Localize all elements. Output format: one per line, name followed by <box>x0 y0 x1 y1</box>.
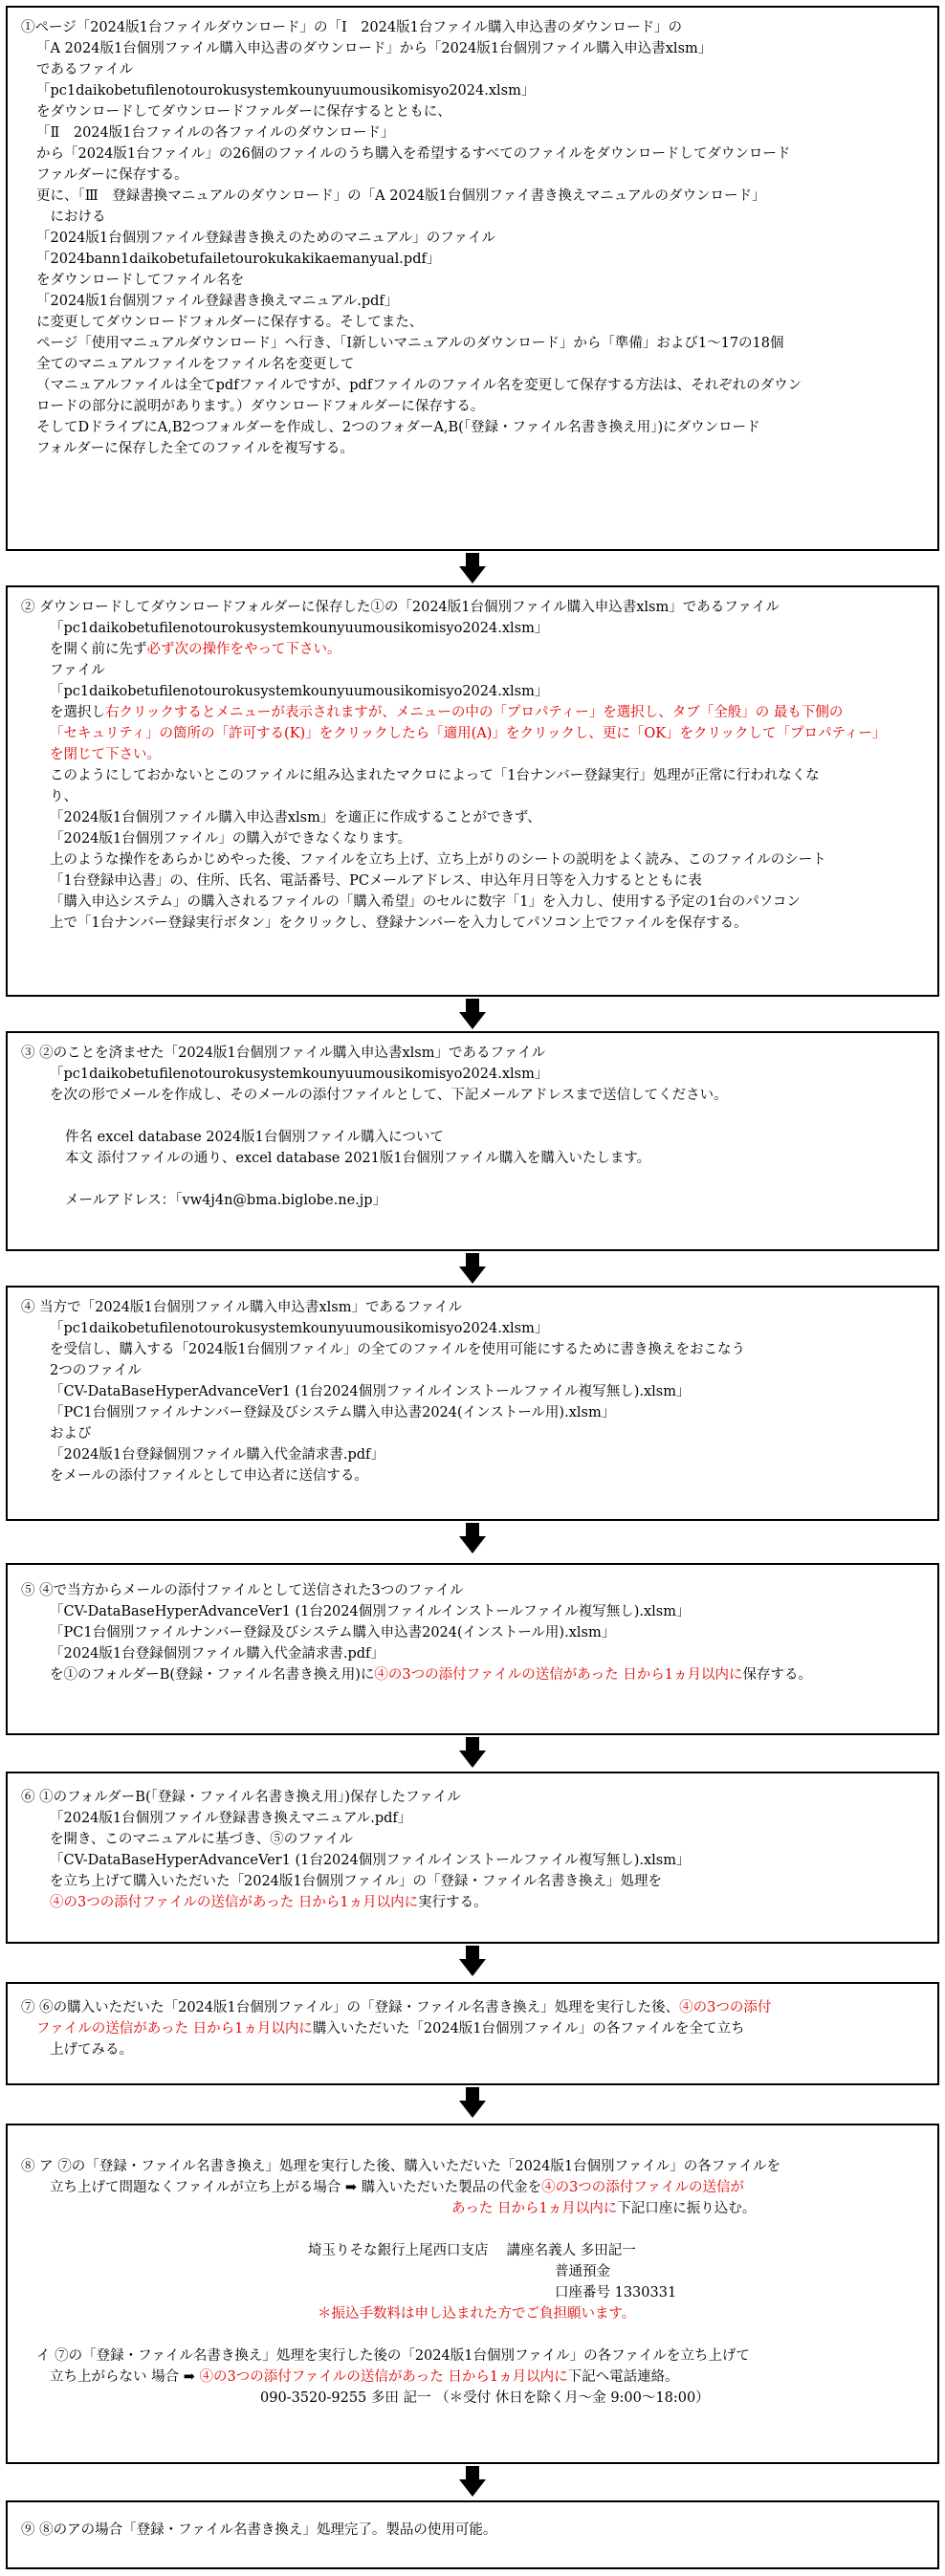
down-arrow-icon <box>459 1253 486 1284</box>
line: 立ち上がらない 場合 ➡ ④の3つの添付ファイルの送信があった 日から1ヵ月以内に下記へ電話連絡。 <box>50 2369 679 2385</box>
down-arrow-icon <box>459 1523 486 1553</box>
line: ④の3つの添付ファイルの送信があった 日から1ヵ月以内に実行する。 <box>50 1895 488 1910</box>
line: ファイルの送信があった 日から1ヵ月以内に購入いただいた「2024版1台個別ファイル」の各ファイルを全て立ち <box>36 2021 745 2037</box>
line: 「2024版1台個別ファイル購入申込書xlsm」を適正に作成することができず、 <box>50 810 541 826</box>
line: に変更してダウンロードフォルダーに保存する。そしてまた、 <box>36 315 424 330</box>
step-5-box <box>6 1563 939 1735</box>
line: 「2024版1台個別ファイル登録書き換えマニュアル.pdf」 <box>36 294 399 309</box>
line: 「2024版1台個別ファイル登録書き換えマニュアル.pdf」 <box>50 1811 412 1826</box>
line: 「pc1daikobetufilenotourokusystemkounyuumousikomisyo2024.xlsm」 <box>50 1321 549 1336</box>
line: 「pc1daikobetufilenotourokusystemkounyuumousikomisyo2024.xlsm」 <box>50 621 549 636</box>
line: ロードの部分に説明があります。）ダウンロードフォルダーに保存する。 <box>36 399 485 414</box>
line <box>21 2219 924 2240</box>
line <box>21 2135 924 2156</box>
line: ⑧ ア ⑦の「登録・ファイル名書き換え」処理を実行した後、購入いただいた「2024版1台個別ファイル」の各ファイルを <box>21 2159 780 2174</box>
line: における <box>36 209 106 225</box>
step-9-box <box>6 2500 939 2569</box>
step-2-box <box>6 585 939 997</box>
line: イ ⑦の「登録・ファイル名書き換え」処理を実行した後の「2024版1台個別ファイル」の各ファイルを立ち上げて <box>36 2348 750 2364</box>
line: ファルダーに保存する。 <box>36 167 188 183</box>
line: 2つのファイル <box>50 1363 142 1378</box>
line: 「Ⅱ 2024版1台ファイルの各ファイルのダウンロード」 <box>36 125 395 141</box>
line: 「2024版1台個別ファイル」の購入ができなくなります。 <box>50 831 412 847</box>
step-4-box <box>6 1286 939 1521</box>
line: 「2024版1台登録個別ファイル購入代金請求書.pdf」 <box>50 1646 385 1662</box>
line: を開く前に先ず必ず次の操作をやって下さい。 <box>50 642 341 657</box>
line: 「CV-DataBaseHyperAdvanceVer1 (1台2024個別ファイルインストールファイル複写無し).xlsm」 <box>50 1604 691 1619</box>
line: をダウンロードしてファイル名を <box>36 273 245 288</box>
line: 「2024版1台登録個別ファイル購入代金請求書.pdf」 <box>50 1447 385 1463</box>
account-type: 普通預金 <box>555 2264 610 2279</box>
line: ページ「使用マニュアルダウンロード」へ行き、「Ⅰ新しいマニュアルのダウンロード」から「準備」および1～17の18個 <box>36 336 784 351</box>
line: 「セキュリティ」の箇所の「許可する(K)」をクリックしたら「適用(A)」をクリックし、更に「OK」をクリックして「プロパティー」 <box>50 726 887 741</box>
line: このようにしておかないとこのファイルに組み込まれたマクロによって「1台ナンバー登録実行」処理が正常に行われなくな <box>50 768 820 783</box>
line: り、 <box>50 789 77 804</box>
line: ファイル <box>50 663 105 678</box>
line: 「CV-DataBaseHyperAdvanceVer1 (1台2024個別ファイルインストールファイル複写無し).xlsm」 <box>50 1853 691 1868</box>
line: を受信し、購入する「2024版1台個別ファイル」の全てのファイルを使用可能にするために書き換えをおこなう <box>50 1342 746 1357</box>
line: から「2024版1台ファイル」の26個のファイルのうち購入を希望するすべてのファイルをダウンロードしてダウンロード <box>36 146 791 162</box>
line: 立ち上げて問題なくファイルが立ち上がる場合 ➡ 購入いただいた製品の代金を④の3つの添付ファイルの送信が <box>50 2180 745 2195</box>
step-8-box <box>6 2124 939 2464</box>
line: ④ 当方で「2024版1台個別ファイル購入申込書xlsm」であるファイル <box>21 1300 463 1315</box>
line: 「pc1daikobetufilenotourokusystemkounyuumousikomisyo2024.xlsm」 <box>50 684 549 699</box>
line <box>21 1106 924 1127</box>
down-arrow-icon <box>459 553 486 583</box>
line: をメールの添付ファイルとして申込者に送信する。 <box>50 1468 368 1484</box>
line: を開き、このマニュアルに基づき、⑤のファイル <box>50 1832 353 1847</box>
line: ③ ②のことを済ませた「2024版1台個別ファイル購入申込書xlsm」であるファイル <box>21 1046 546 1061</box>
line: 「1台登録申込書」の、住所、氏名、電話番号、PCメールアドレス、申込年月日等を入力するとともに表 <box>50 873 702 889</box>
line: 「pc1daikobetufilenotourokusystemkounyuumousikomisyo2024.xlsm」 <box>36 83 536 99</box>
line: を①のフォルダーB(登録・ファイル名書き換え用)に④の3つの添付ファイルの送信があった 日から1ヵ月以内に保存する。 <box>50 1667 812 1683</box>
line: 本文 添付ファイルの通り、excel database 2021版1台個別ファイル購入を購入いたします。 <box>65 1151 651 1166</box>
line: メールアドレス：「vw4j4n@bma.biglobe.ne.jp」 <box>65 1193 387 1208</box>
line: 「pc1daikobetufilenotourokusystemkounyuumousikomisyo2024.xlsm」 <box>50 1067 549 1082</box>
line: を閉じて下さい。 <box>50 747 161 762</box>
line: 件名 excel database 2024版1台個別ファイル購入について <box>65 1130 444 1145</box>
line: ⑤ ④で当方からメールの添付ファイルとして送信された3つのファイル <box>21 1583 464 1598</box>
line: 上で「1台ナンバー登録実行ボタン」をクリックし、登録ナンバーを入力してパソコン上でファイルを保存する。 <box>50 915 748 931</box>
line: をダウンロードしてダウンロードファルダーに保存するとともに、 <box>36 104 451 120</box>
line: であるファイル <box>36 62 134 77</box>
down-arrow-icon <box>459 999 486 1029</box>
line: 「購入申込システム」の購入されるファイルの「購入希望」のセルに数字「1」を入力し、使用する予定の1台のパソコン <box>50 894 801 910</box>
step-7-box <box>6 1982 939 2085</box>
line: ⑦ ⑥の購入いただいた「2024版1台個別ファイル」の「登録・ファイル名書き換え」処理を実行した後、④の3つの添付 <box>21 2000 772 2015</box>
line: 更に、「Ⅲ 登録書換マニュアルのダウンロード」の「A 2024版1台個別ファイ書き換えマニュアルのダウンロード」 <box>36 188 766 204</box>
line: 「2024bann1daikobetufailetourokukakikaemanyual.pdf」 <box>36 252 441 267</box>
line: フォルダーに保存した全てのファイルを複写する。 <box>36 441 354 456</box>
line: 上のような操作をあらかじめやった後、ファイルを立ち上げ、立ち上がりのシートの説明をよく読み、このファイルのシート <box>50 852 826 868</box>
account-number: 口座番号 1330331 <box>555 2285 677 2301</box>
line: 「A 2024版1台個別ファイル購入申込書のダウンロード」から「2024版1台個別ファイル購入申込書xlsm」 <box>36 41 713 56</box>
step-1-box <box>6 6 939 551</box>
down-arrow-icon <box>459 1737 486 1768</box>
line: （マニュアルファイルは全てpdfファイルですが、pdfファイルのファイル名を変更して保存する方法は、それぞれのダウン <box>36 378 802 393</box>
line: 「CV-DataBaseHyperAdvanceVer1 (1台2024個別ファイルインストールファイル複写無し).xlsm」 <box>50 1384 691 1399</box>
down-arrow-icon <box>459 1946 486 1976</box>
phone-contact: 090-3520-9255 多田 記一 （＊受付 休日を除く月～金 9:00～18:00） <box>260 2390 710 2406</box>
line: ＊振込手数料は申し込まれた方でご負担願います。 <box>318 2306 636 2322</box>
line: ⑨ ⑧のアの場合「登録・ファイル名書き換え」処理完了。製品の使用可能。 <box>21 2522 497 2538</box>
line: ⑥ ①のフォルダーB(「登録・ファイル名書き換え用」)保存したファイル <box>21 1790 461 1805</box>
line: 上げてみる。 <box>50 2042 133 2058</box>
line: ② ダウンロードしてダウンロードフォルダーに保存した①の「2024版1台個別ファイル購入申込書xlsm」であるファイル <box>21 600 780 615</box>
line: を選択し右クリックするとメニューが表示されますが、メニューの中の「プロパティー」を選択し、タブ「全般」の 最も下側の <box>50 705 844 720</box>
line: を次の形でメールを作成し、そのメールの添付ファイルとして、下記メールアドレスまで送信してください。 <box>50 1088 728 1103</box>
line: 「PC1台個別ファイルナンバー登録及びシステム購入申込書2024(インストール用).xlsm」 <box>50 1405 616 1420</box>
line: および <box>50 1426 92 1442</box>
line: あった 日から1ヵ月以内に下記口座に振り込む。 <box>451 2201 757 2216</box>
line: 「2024版1台個別ファイル登録書き換えのためのマニュアル」のファイル <box>36 231 495 246</box>
line: ①ページ「2024版1台ファイルダウンロード」の「Ⅰ 2024版1台ファイル購入申込書のダウンロード」の <box>21 20 683 35</box>
line <box>21 1169 924 1190</box>
down-arrow-icon <box>459 2087 486 2118</box>
line: を立ち上げて購入いただいた「2024版1台個別ファイル」の「登録・ファイル名書き換え」処理を <box>50 1874 663 1889</box>
line <box>21 2324 924 2345</box>
line: 「PC1台個別ファイルナンバー登録及びシステム購入申込書2024(インストール用).xlsm」 <box>50 1625 616 1640</box>
bank-name: 埼玉りそな銀行上尾西口支店 講座名義人 多田記一 <box>308 2243 636 2258</box>
step-6-box <box>6 1772 939 1944</box>
step-3-box <box>6 1031 939 1251</box>
down-arrow-icon <box>459 2466 486 2497</box>
line: そしてDドライブにA,B2つフォルダーを作成し、2つのフォダーA,B(「登録・ファイル名書き換え用」)にダウンロード <box>36 420 760 435</box>
line: 全てのマニュアルファイルをファイル名を変更して <box>36 357 355 372</box>
